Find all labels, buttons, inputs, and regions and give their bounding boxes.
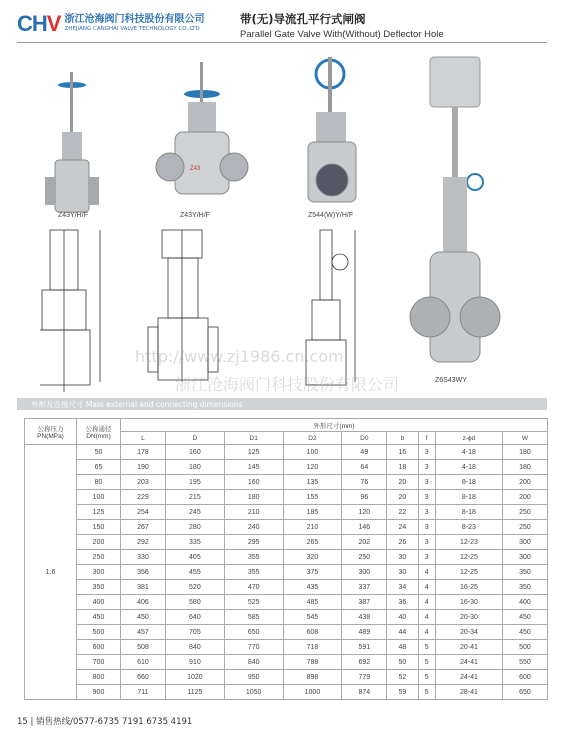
- table-cell: 350: [77, 580, 121, 595]
- table-cell: 254: [121, 505, 166, 520]
- table-cell: 8-18: [435, 505, 502, 520]
- table-cell: 16-30: [435, 595, 502, 610]
- table-cell: 489: [342, 625, 387, 640]
- header-pn: 公称压力 PN(MPa): [25, 419, 77, 445]
- table-cell: 840: [165, 640, 224, 655]
- table-row: [25, 655, 548, 670]
- table-cell: 450: [502, 625, 547, 640]
- table-cell: 375: [283, 565, 342, 580]
- table-cell: 485: [283, 595, 342, 610]
- table-cell: 950: [224, 670, 283, 685]
- table-cell: 160: [224, 475, 283, 490]
- table-cell: 185: [283, 505, 342, 520]
- table-cell: 8-18: [435, 490, 502, 505]
- table-cell: 240: [224, 520, 283, 535]
- table-cell: 455: [165, 565, 224, 580]
- table-cell: 8-18: [435, 475, 502, 490]
- table-row: [25, 595, 548, 610]
- table-cell: 705: [165, 625, 224, 640]
- table-cell: 155: [283, 490, 342, 505]
- table-cell: 80: [77, 475, 121, 490]
- table-cell: 135: [283, 475, 342, 490]
- table-row: [25, 460, 548, 475]
- table-cell: 5: [418, 655, 435, 670]
- table-cell: 180: [165, 460, 224, 475]
- table-cell: 265: [283, 535, 342, 550]
- table-cell: 120: [342, 505, 387, 520]
- table-cell: 660: [121, 670, 166, 685]
- table-cell: 788: [283, 655, 342, 670]
- table-cell: 44: [387, 625, 418, 640]
- col-z-d: z-ϕd: [435, 432, 502, 445]
- table-cell: 700: [77, 655, 121, 670]
- table-cell: 200: [77, 535, 121, 550]
- table-cell: 5: [418, 640, 435, 655]
- table-cell: 711: [121, 685, 166, 700]
- table-cell: 96: [342, 490, 387, 505]
- table-cell: 500: [502, 640, 547, 655]
- table-cell: 5: [418, 685, 435, 700]
- table-cell: 20-34: [435, 625, 502, 640]
- table-cell: 525: [224, 595, 283, 610]
- header-dn: 公称通径 DN(mm): [77, 419, 121, 445]
- table-cell: 335: [165, 535, 224, 550]
- table-cell: 600: [77, 640, 121, 655]
- table-cell: 898: [283, 670, 342, 685]
- table-cell: 520: [165, 580, 224, 595]
- caption-valve-2: Z43Y/H/F: [180, 212, 210, 219]
- technical-drawings: [40, 230, 355, 392]
- col-L: L: [121, 432, 166, 445]
- svg-text:Z43: Z43: [190, 166, 201, 172]
- table-row: [25, 610, 548, 625]
- header-dimensions: 外形尺寸(mm): [121, 419, 548, 432]
- table-row: [25, 565, 548, 580]
- table-cell: 20-41: [435, 640, 502, 655]
- valve-photo-4: [410, 57, 500, 362]
- table-cell: 550: [502, 655, 547, 670]
- valve-photo-1: [45, 72, 99, 212]
- table-cell: 245: [165, 505, 224, 520]
- table-cell: 770: [224, 640, 283, 655]
- table-cell: 16-25: [435, 580, 502, 595]
- section-title-cn: 外形及连接尺寸: [31, 400, 84, 409]
- table-cell: 356: [121, 565, 166, 580]
- table-cell: 210: [224, 505, 283, 520]
- table-cell: 406: [121, 595, 166, 610]
- table-cell: 250: [77, 550, 121, 565]
- table-cell: 337: [342, 580, 387, 595]
- table-cell: 3: [418, 505, 435, 520]
- valve-illustrations-svg: [40, 52, 540, 392]
- page-number: 15: [17, 717, 28, 727]
- table-cell: 435: [283, 580, 342, 595]
- table-cell: 250: [502, 520, 547, 535]
- product-illustrations: [40, 52, 540, 392]
- table-cell: 215: [165, 490, 224, 505]
- header-divider: [17, 42, 547, 43]
- table-cell: 1000: [283, 685, 342, 700]
- table-cell: 36: [387, 595, 418, 610]
- table-cell: 30: [387, 565, 418, 580]
- table-cell: 28-41: [435, 685, 502, 700]
- table-cell: 295: [224, 535, 283, 550]
- col-D2: D2: [283, 432, 342, 445]
- table-cell: 545: [283, 610, 342, 625]
- table-cell: 910: [165, 655, 224, 670]
- table-row: [25, 670, 548, 685]
- col-W: W: [502, 432, 547, 445]
- table-cell: 640: [165, 610, 224, 625]
- col-b: b: [387, 432, 418, 445]
- table-cell: 22: [387, 505, 418, 520]
- table-cell: 4: [418, 625, 435, 640]
- table-cell: 400: [502, 595, 547, 610]
- table-cell: 387: [342, 595, 387, 610]
- table-cell: 292: [121, 535, 166, 550]
- table-cell: 330: [121, 550, 166, 565]
- table-cell: 12-25: [435, 565, 502, 580]
- dimensions-table: [24, 418, 548, 700]
- table-cell: 49: [342, 445, 387, 460]
- table-cell: 4: [418, 610, 435, 625]
- watermark-url: http://www.zj1986.cn.com: [135, 347, 344, 366]
- title-block: [240, 11, 444, 40]
- table-row: [25, 505, 548, 520]
- table-cell: 50: [387, 655, 418, 670]
- table-cell: 3: [418, 535, 435, 550]
- table-cell: 267: [121, 520, 166, 535]
- table-cell: 300: [342, 565, 387, 580]
- table-cell: 5: [418, 670, 435, 685]
- table-cell: 1050: [224, 685, 283, 700]
- table-cell: 30: [387, 550, 418, 565]
- table-cell: 450: [121, 610, 166, 625]
- table-cell: 12-23: [435, 535, 502, 550]
- caption-valve-3: Z544(W)Y/H/F: [308, 212, 354, 219]
- table-cell: 355: [224, 550, 283, 565]
- table-cell: 59: [387, 685, 418, 700]
- table-cell: 146: [342, 520, 387, 535]
- table-cell: 203: [121, 475, 166, 490]
- table-cell: 585: [224, 610, 283, 625]
- table-cell: 180: [502, 445, 547, 460]
- table-cell: 125: [77, 505, 121, 520]
- table-cell: 608: [283, 625, 342, 640]
- table-cell: 18: [387, 460, 418, 475]
- table-cell: 20: [387, 475, 418, 490]
- table-cell: 145: [224, 460, 283, 475]
- valve-photo-2: [156, 62, 248, 194]
- table-cell: 500: [77, 625, 121, 640]
- table-cell: 40: [387, 610, 418, 625]
- table-cell: 48: [387, 640, 418, 655]
- table-cell: 800: [77, 670, 121, 685]
- page-title-cn: 带(无)导流孔平行式闸阀: [240, 12, 366, 26]
- table-row: [25, 445, 548, 460]
- table-row: [25, 640, 548, 655]
- section-header: [17, 398, 547, 410]
- table-cell: 100: [283, 445, 342, 460]
- table-cell: 650: [502, 685, 547, 700]
- table-cell: 650: [224, 625, 283, 640]
- table-cell: 24-41: [435, 655, 502, 670]
- table-cell: 3: [418, 445, 435, 460]
- table-cell: 24: [387, 520, 418, 535]
- col-D: D: [165, 432, 224, 445]
- table-cell: 508: [121, 640, 166, 655]
- watermark-company: 浙江沧海阀门科技股份有限公司: [175, 375, 400, 394]
- table-cell: 779: [342, 670, 387, 685]
- table-cell: 300: [77, 565, 121, 580]
- caption-valve-4: Z6S43WY: [435, 377, 467, 384]
- table-cell: 200: [502, 475, 547, 490]
- table-cell: 350: [502, 565, 547, 580]
- table-cell: 3: [418, 460, 435, 475]
- table-cell: 591: [342, 640, 387, 655]
- page-title-en: Parallel Gate Valve With(Without) Deflector Hole: [240, 29, 444, 40]
- table-cell: 125: [224, 445, 283, 460]
- table-cell: 692: [342, 655, 387, 670]
- table-cell: 610: [121, 655, 166, 670]
- table-cell: 100: [77, 490, 121, 505]
- table-cell: 65: [77, 460, 121, 475]
- table-cell: 52: [387, 670, 418, 685]
- col-D1: D1: [224, 432, 283, 445]
- table-header-row-1: [25, 419, 548, 432]
- table-cell: 190: [121, 460, 166, 475]
- table-cell: 580: [165, 595, 224, 610]
- table-row: [25, 625, 548, 640]
- table-cell: 718: [283, 640, 342, 655]
- table-row: [25, 580, 548, 595]
- table-cell: 229: [121, 490, 166, 505]
- table-row: [25, 685, 548, 700]
- table-cell: 280: [165, 520, 224, 535]
- table-cell: 178: [121, 445, 166, 460]
- table-row: [25, 535, 548, 550]
- table-cell: 3: [418, 475, 435, 490]
- company-name-cn: 浙江沧海阀门科技股份有限公司: [64, 14, 205, 26]
- table-cell: 450: [502, 610, 547, 625]
- table-cell: 3: [418, 550, 435, 565]
- table-body: [25, 445, 548, 700]
- table-cell: 26: [387, 535, 418, 550]
- table-cell: 350: [502, 580, 547, 595]
- table-cell: 300: [502, 535, 547, 550]
- table-cell: 20: [387, 490, 418, 505]
- table-cell: 840: [224, 655, 283, 670]
- table-row: [25, 550, 548, 565]
- table-cell: 76: [342, 475, 387, 490]
- sales-hotline: 销售热线/0577-6735 7191 6735 4191: [36, 717, 193, 727]
- table-cell: 1125: [165, 685, 224, 700]
- table-cell: 4: [418, 580, 435, 595]
- table-cell: 320: [283, 550, 342, 565]
- table-cell: 120: [283, 460, 342, 475]
- table-cell: 3: [418, 490, 435, 505]
- table-cell: 34: [387, 580, 418, 595]
- section-title-en: Main external and connecting dimensions: [85, 400, 243, 409]
- company-logo: [17, 11, 204, 37]
- table-cell: 400: [77, 595, 121, 610]
- caption-valve-1: Z43Y/H/F: [58, 212, 88, 219]
- pn-cell: 1.6: [25, 445, 77, 700]
- table-cell: 3: [418, 520, 435, 535]
- table-row: [25, 490, 548, 505]
- table-row: [25, 520, 548, 535]
- table-cell: 4-18: [435, 445, 502, 460]
- table-cell: 1020: [165, 670, 224, 685]
- table-cell: 4: [418, 595, 435, 610]
- table-cell: 12-25: [435, 550, 502, 565]
- table-cell: 450: [77, 610, 121, 625]
- table-cell: 4-18: [435, 460, 502, 475]
- table-cell: 180: [224, 490, 283, 505]
- table-cell: 8-23: [435, 520, 502, 535]
- table-cell: 438: [342, 610, 387, 625]
- table-cell: 470: [224, 580, 283, 595]
- table-cell: 600: [502, 670, 547, 685]
- table-cell: 874: [342, 685, 387, 700]
- table-cell: 210: [283, 520, 342, 535]
- table-cell: 381: [121, 580, 166, 595]
- col-D0: D0: [342, 432, 387, 445]
- table-cell: 50: [77, 445, 121, 460]
- table-cell: 405: [165, 550, 224, 565]
- table-cell: 457: [121, 625, 166, 640]
- table-cell: 250: [502, 505, 547, 520]
- table-cell: 160: [165, 445, 224, 460]
- table-cell: 195: [165, 475, 224, 490]
- logo-mark: CHV: [17, 11, 61, 36]
- table-cell: 180: [502, 460, 547, 475]
- page-footer: 15 | 销售热线/0577-6735 7191 6735 4191: [17, 717, 193, 727]
- table-cell: 24-41: [435, 670, 502, 685]
- table-cell: 16: [387, 445, 418, 460]
- table-cell: 200: [502, 490, 547, 505]
- col-f: f: [418, 432, 435, 445]
- table-cell: 250: [342, 550, 387, 565]
- table-cell: 202: [342, 535, 387, 550]
- table-cell: 150: [77, 520, 121, 535]
- company-name-en: ZHEJIANG CANGHAI VALVE TECHNOLOGY CO.,LTD: [64, 26, 200, 33]
- table-row: [25, 475, 548, 490]
- table-cell: 355: [224, 565, 283, 580]
- table-cell: 900: [77, 685, 121, 700]
- valve-photo-3: [308, 57, 356, 202]
- table-cell: 20-30: [435, 610, 502, 625]
- page-header: [0, 0, 563, 46]
- table-cell: 300: [502, 550, 547, 565]
- table-cell: 4: [418, 565, 435, 580]
- table-cell: 64: [342, 460, 387, 475]
